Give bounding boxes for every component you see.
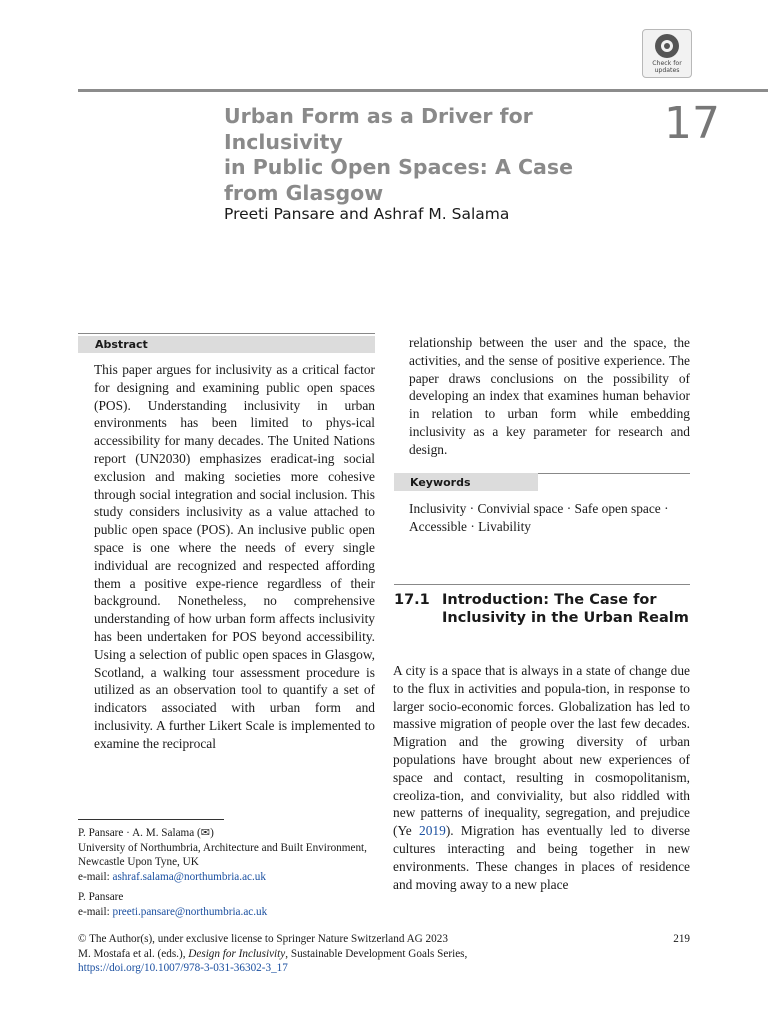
abstract-text-right: relationship between the user and the space, the activities, and the sense of positive experience. The paper draws conclusions on the possibility of developing an index that examines human behavior in relation to urban form while embedding inclusivity as a key parameter for research and design. [409,335,690,457]
keywords-heading: Keywords [394,473,538,491]
email-link-salama[interactable]: ashraf.salama@northumbria.ac.uk [112,870,266,883]
chapter-authors: Preeti Pansare and Ashraf M. Salama [224,205,510,223]
chapter-title: Urban Form as a Driver for Inclusivity in Public Open Spaces: A Case from Glasgow [224,104,573,205]
author-affiliation-footnote: P. Pansare · A. M. Salama (✉) University of Northumbria, Architecture and Built Environment, Newcastle Upon Tyne, UK e-mail: ashraf.salama@northumbria.ac.uk [78,827,367,883]
keyword-item: Inclusivity [409,501,467,516]
email-link-pansare[interactable]: preeti.pansare@northumbria.ac.uk [112,905,268,918]
section-number: 17.1 [394,592,430,608]
keyword-separator: · [563,501,575,516]
copyright-notice: © The Author(s), under exclusive license to Springer Nature Switzerland AG 2023 M. Mostafa et al. (eds.), Design for Inclusivity, Sustainable Development Goals Series, https://doi.org/10.1007/978-3-031-36302-3_17 [78,933,468,975]
citation-link[interactable]: 2019 [419,823,446,839]
header-rule [78,89,768,92]
keyword-separator: · [467,518,479,534]
badge-text: Check for updates [652,60,682,74]
intro-paragraph: A city is a space that is always in a state of change due to the flux in activities and popula-tion, in response to larger socio-economic forces. Globalization has led to massive migration of people over the last few decades. Migration and the growing diversity of urban populations have brought about new experiences of space and contact, resulting in cosmopolitanism, creoliza-tion, and conviviality, but also riddled with new patterns of inequality, segregation, and prejudice (Ye 2019). Migration has eventually led to diverse cultures interacting and being together in new environments. These changes in places of residence and moving away to a new place [393,663,690,892]
keyword-item: Convivial space [477,501,564,516]
keyword-separator: · [660,501,669,516]
check-for-updates-badge[interactable] [642,29,692,78]
chapter-number: 17 [664,98,720,149]
abstract-heading: Abstract [78,336,375,353]
footnote-rule [78,819,224,820]
keyword-separator: · [466,501,478,516]
envelope-icon: ✉ [200,827,211,839]
keywords-list [409,500,690,536]
keyword-item: Safe open space [574,501,661,516]
keyword-item: Livability [478,518,531,534]
author-footnote-2: P. Pansare e-mail: preeti.pansare@northumbria.ac.uk [78,891,268,918]
section-title: Introduction: The Case for Inclusivity in the Urban Realm [442,592,689,626]
section-rule [394,584,690,585]
doi-link[interactable]: https://doi.org/10.1007/978-3-031-36302-3_17 [78,962,288,975]
abstract-rule [78,333,375,334]
crossmark-icon [655,34,679,58]
abstract-text-left: This paper argues for inclusivity as a critical factor for designing and examining public open spaces (POS). Understanding inclusivity in urban environments has been limited to phys-ical accessibility for many decades. The United Nations report (UN2030) emphasizes eradicat-ing social exclusion and making societies more cohesive through social integration and social inclusion. This study considers inclusivity as a value attached to public open space (POS). An inclusive public open space is one where the needs of every single individual are recognized and respected affording them a positive expe-rience regardless of their background. Nonetheless, no comprehensive understanding of how urban form affects inclusivity has been undertaken for POS beyond accessibility. Using a selection of public open spaces in Glasgow, Scotland, a walking tour assessment procedure is utilized as an observation tool to quantify a set of indicators associated with urban form and inclusivity. A further Likert Scale is implemented to examine the reciprocal [94,362,375,751]
keyword-item: Accessible [409,518,468,534]
page-number: 219 [673,933,690,945]
